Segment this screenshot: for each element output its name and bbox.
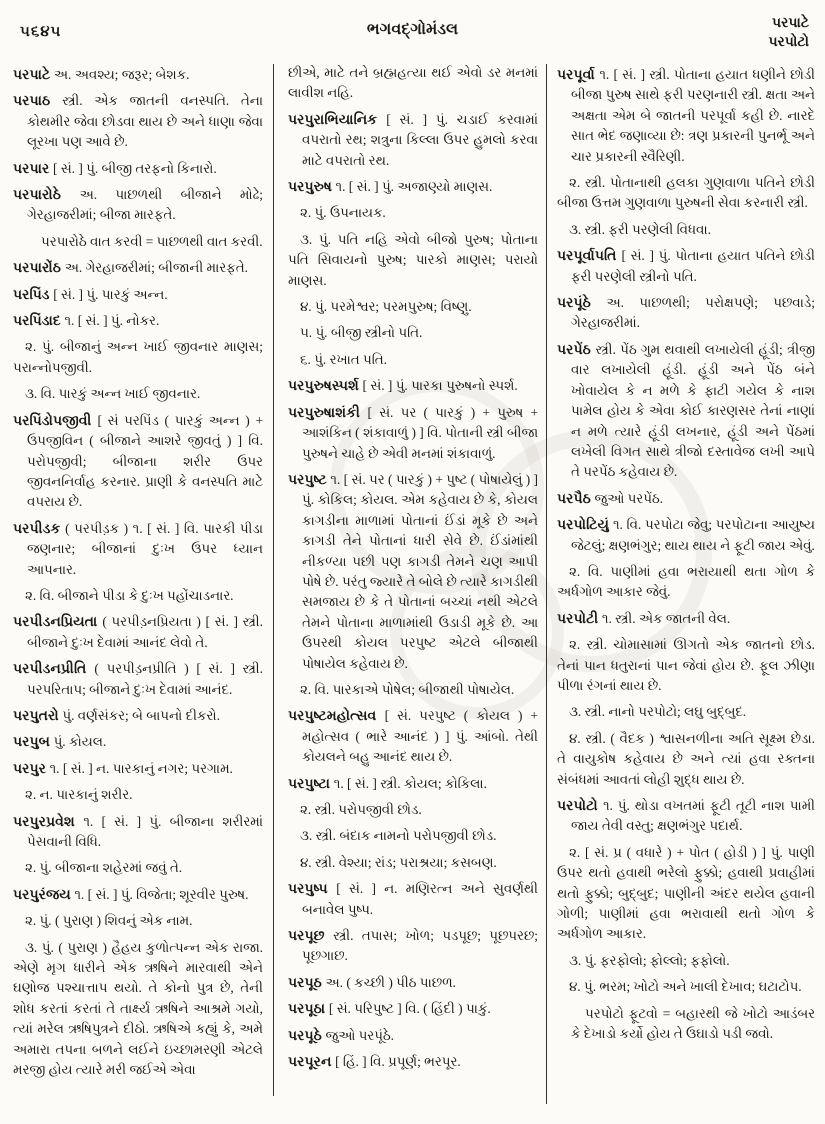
dictionary-entry: પરપૂછ સ્ત્રી. તપાસ; ખોળ; પડપૂછ; પૂછપરછ; પૂછગાછ.	[288, 928, 538, 964]
dictionary-entry: પરપુતરો પું. વર્ણસંકર; બે બાપનો દીકરો.	[13, 707, 220, 723]
headword: પરપિંડ	[13, 286, 54, 302]
dictionary-entry: પરપોટી ૧. સ્ત્રી. એક જાતની વેલ.	[557, 610, 731, 626]
guide-word-first: પરપાટે	[772, 16, 809, 31]
headword: પરપૂઠ	[288, 974, 326, 990]
idiom-line: પરપોટો ફૂટવો = બહારથી જે ખોટો આડંબર કે દેખાડો કર્યો હોય તે ઉઘાડો પડી જવો.	[571, 1005, 815, 1042]
dictionary-entry: પરપુર ૧. [ સં. ] ન. પારકાનું નગર; પરગામ.	[13, 760, 233, 776]
sense-paragraph: ૨. સ્ત્રી. પરોપજીવી છોડ.	[300, 802, 422, 817]
sense-paragraph: ૩. વિ. પારકું અન્ન ખાઈ જીવનાર.	[25, 386, 201, 402]
sense-paragraph: ૩. સ્ત્રી. ફરી પરણેલી વિધવા.	[569, 221, 711, 237]
headword: પરપારોંઠ	[13, 260, 65, 276]
headword: પરપુરાભિયાનિક	[288, 111, 387, 127]
dictionary-entry: પરપુરુષ ૧. [ સં. ] પું. અજાણ્યો માણસ.	[288, 179, 493, 195]
sense-paragraph: ૨. ન. પારકાનું શરીર.	[25, 787, 133, 803]
continuation-paragraph: છીએ, માટે તને બ્રહ્મહત્યા થઈ એવો ડર મનમાં લાવીશ નહિ.	[288, 65, 538, 101]
headword: પરપુષ્પ	[288, 881, 337, 897]
book-title: ભગવદ્ગોમંડલ	[366, 21, 459, 38]
dictionary-column	[557, 63, 815, 1124]
sense-paragraph: ૨. પું. ઉપનાયક.	[300, 205, 386, 221]
headword: પરપુરુષસ્પર્શ	[288, 378, 363, 394]
headword: પરપૈઠ	[557, 490, 595, 506]
dictionary-column	[13, 63, 263, 1124]
sense-paragraph: ૪. પું. ભરમ; ખોટો અને ખાલી દેખાવ; ઘટાટોપ.	[569, 979, 802, 995]
dictionary-entry: પરપિંડોપજીવી [ સં પરપિંડ ( પારકું અન્ન ) + ઉપજીવિન ( બીજાને આશરે જીવતું ) ] વિ. પરોપજીવી; બીજાના શરીર ઉપર જીવનનિર્વાહ કરનાર. પ્રાણી કે વનસ્પતિ માટે વપરાય છે.	[13, 412, 263, 510]
dictionary-entry: પરપાટે અ. અવશ્ય; જરૂર; બેશક.	[13, 67, 190, 82]
sense-paragraph: ૩. પું. ફરફોલો; ફોલ્લો; ફફોલો.	[569, 952, 730, 968]
headword: પરપુતરો	[13, 707, 63, 723]
headword: પરપુરપ્રવેશ	[13, 813, 84, 829]
sense-paragraph: ૬. પું. રખાત પતિ.	[300, 351, 387, 367]
headword: પરપુરુષ	[288, 179, 336, 195]
headword: પરપૂછ	[288, 928, 334, 944]
dictionary-entry: પરપૈઠ જુઓ પરપેંઠ.	[557, 490, 664, 506]
dictionary-entry: પરપુરુષાશંકી [ સં. પર ( પારકું ) + પુરુષ + આશંકિન ( શંકાવાળું ) ] વિ. પોતાની સ્ત્રી બીજા પુરુષને ચાહે છે એવી મનમાં શંકાવાળું.	[288, 404, 538, 461]
page-header	[0, 14, 825, 62]
dictionary-entry: પરપુષ્ટ ૧. [ સં. પર ( પારકું ) + પુષ્ટ ( પોષાયેલું ) ] પું. કોકિલ; કોયલ. એમ કહેવાય છે કે, કોયલ કાગડીના માળામાં પોતાનાં ઈંડાં મૂકે છે અને કાગડી તેને પોતાનાં ધારી સેવે છે. ઈંડાંમાંથી નીકળ્યા પછી પણ કાગડી તેમને ચણ આપી પોષે છે. પરંતુ જ્યારે તે બોલે છે ત્યારે કાગડીથી સમજાય છે કે તે પોતાનાં બચ્ચાં નથી એટલે તેમને પોતાના માળામાંથી ઉડાડી મૂકે છે. આ ઉપરથી કોયલ પરપુષ્ટ એટલે બીજાથી પોષાયેલ કહેવાય છે.	[288, 471, 538, 671]
dictionary-entry: પરપિંડ [ સં. ] પું. પારકું અન્ન.	[13, 286, 168, 302]
sense-paragraph: ૨. [ સં. પ્ર ( વધારે ) + પોત ( હોડી ) ] પું. પાણી ઉપર થતો હવાથી ભરેલો ફુક્કો; હવાથી પ્રવાહીમાં થતો ફુક્કો; બુદ્‌બુદ; પાણીની અંદર થયેલ હવાની ગોળી; પાણીમાં હવા ભરાવાથી થતો ગોળ કે અર્ધગોળ આકાર.	[557, 844, 815, 942]
sense-paragraph: ૪. પું. પરમેશ્વર; પરમપુરુષ; વિષ્ણુ.	[300, 299, 472, 315]
headword: પરપીડનપ્રીતિ	[13, 661, 95, 677]
guide-words	[768, 14, 809, 52]
headword: પરપુરંજય	[13, 886, 75, 902]
headword: પરપાટે	[13, 67, 54, 82]
dictionary-entry: પરપૂરન [ હિં. ] વિ. પ્રપૂર્ણ; ભરપૂર.	[288, 1054, 461, 1070]
headword: પરપીડનપ્રિયતા	[13, 614, 103, 630]
headword: પરપૂઠે	[288, 1027, 326, 1043]
dictionary-entry: પરપુરુષસ્પર્શ [ સં. ] પું. પારકા પુરુષનો સ્પર્શ.	[288, 378, 518, 394]
headword: પરપૂંઠે	[557, 295, 607, 311]
guide-word-last: પરપોટો	[768, 35, 809, 50]
headword: પરપુષ્ટ	[288, 471, 331, 487]
headword: પરપિંડાદ	[13, 313, 65, 329]
dictionary-entry: પરપુષ્પ [ સં. ] ન. મણિરત્ન અને સુવર્ણથી બનાવેલ પુષ્પ.	[288, 881, 538, 917]
idiom-line: પરપારોઠે વાત કરવી = પાછળથી વાત કરવી.	[41, 233, 263, 249]
sense-paragraph: ૫. પું. બીજી સ્ત્રીનો પતિ.	[300, 325, 423, 341]
dictionary-entry: પરપુરંજય ૧. [ સં. ] પું. વિજેતા; શૂરવીર પુરુષ.	[13, 886, 249, 902]
headword: પરપાઠ	[13, 93, 63, 109]
headword: પરપાર	[13, 160, 54, 176]
sense-paragraph: ૩. સ્ત્રી. બંદાક નામનો પરોપજીવી છોડ.	[300, 828, 497, 844]
dictionary-entry: પરપૂઠા [ સં. પરિપુષ્ટ ] વિ. ( હિંદી ) પાકું.	[288, 1001, 491, 1017]
dictionary-column	[288, 63, 538, 1124]
dictionary-entry: પરપોટો ૧. પું. થોડા વખતમાં ફૂટી તૂટી નાશ પામી જાય તેવી વસ્તુ; ક્ષણભંગુર પદાર્થ.	[557, 798, 815, 834]
headword: પરપુષ્ટા	[288, 775, 334, 791]
headword: પરપીડક	[13, 520, 66, 536]
dictionary-entry: પરપૂઠ અ. ( કચ્છી ) પીઠ પાછળ.	[288, 974, 456, 990]
dictionary-entry: પરપુરાભિયાનિક [ સં. ] પું. ચડાઈ કરવામાં વપરાતો રથ; શત્રુના કિલ્લા ઉપર હુમલો કરવા માટે વપરાતો રથ.	[288, 111, 538, 168]
dictionary-entry: પરપોટિયું ૧. વિ. પરપોટા જેવુ; પરપોટાના આયુષ્ય જેટલું; ક્ષણભંગુર; થાય થાય ને ફૂટી જાય એવું.	[557, 517, 815, 553]
dictionary-entry: પરપીડક ( પરપીડ઼ક ) ૧. [ સં. ] વિ. પારકી પીડા જણનાર; બીજાનાં દુઃખ ઉપર ધ્યાન આપનાર.	[13, 520, 263, 577]
headword: પરપૂર્વા	[557, 67, 600, 82]
dictionary-entry: પરપૂંઠે અ. પાછળથી; પરોક્ષપણે; પછવાડે; ગેરહાજરીમાં.	[557, 295, 815, 331]
dictionary-entry: પરપુબ પું. કોયલ.	[13, 734, 107, 750]
sense-paragraph: ૩. પું. પતિ નહિ એવો બીજો પુરુષ; પોતાના પતિ સિવાયનો પુરુષ; પારકો માણસ; પરાયો માણસ.	[288, 231, 538, 288]
sense-paragraph: ૨. સ્ત્રી. પોતાનાથી હલકા ગુણવાળા પતિને છોડી બીજા ઉત્તમ ગુણવાળા પુરુષની સેવા કરનારી સ્ત્રી.	[557, 175, 815, 211]
sense-paragraph: ૪. સ્ત્રી. વેશ્યા; રાંડ; પરાશ્રયા; કસબણ.	[300, 854, 497, 870]
headword: પરપારોઠે	[13, 187, 80, 203]
sense-paragraph: ૩. પું. ( પુરાણ ) હૈહય કુળોત્પન્ન એક રાજા. એણે મૃગ ધારીને એક ઋષિને મારવાથી એને ઘણોજ પશ્ચાત્તાપ થયો. તે કોનો પુત્ર છે, તેની શોધ કરતાં કરતાં તે તાર્ક્ષ્ય ઋષિને આશ્રમે ગયો, ત્યાં મરેલ ઋષિપુત્રને દીઠો. ઋષિએ કહ્યું કે, અમે અમારા તપના બળને લઈને ઇચ્છામરણી એટલે મરજી હોય ત્યારે મરી જઈએ એવા	[13, 939, 263, 1078]
sense-paragraph: ૨. વિ. બીજાને પીડા કે દુઃખ પહોંચાડનાર.	[25, 587, 234, 603]
headword: પરપૂર્વાપતિ	[557, 248, 622, 264]
dictionary-entry: પરપાઠ સ્ત્રી. એક જાતની વનસ્પતિ. તેના કોથમીર જેવા છોડવા થાય છે અને ધાણા જેવા લૂરખા પણ આવે છે.	[13, 93, 263, 150]
sense-paragraph: ૪. સ્ત્રી. ( વૈદક ) શ્વાસનળીના અતિ સૂક્ષ્મ છેડા. તે વાયુકોષ કહેવાય છે અને ત્યાં હવા રક્તના સંબંધમાં આવતાં લોહી શુદ્ધ થાય છે.	[557, 730, 815, 787]
headword: પરપૂરન	[288, 1054, 336, 1070]
dictionary-entry: પરપીડનપ્રિયતા ( પરપીડ઼નપ્રિયતા ) [ સં. ] સ્ત્રી. બીજાને દુઃખ દેવામાં આનંદ લેવો તે.	[13, 614, 263, 650]
headword: પરપિંડોપજીવી	[13, 412, 98, 428]
dictionary-entry: પરપારોંઠ અ. ગેરહાજરીમાં; બીજાની મારફતે.	[13, 260, 248, 276]
page-number: ૫૬૪૫	[20, 24, 62, 40]
dictionary-entry: પરપૂર્વા ૧. [ સં. ] સ્ત્રી. પોતાના હયાત ધણીને છોડી બીજા પુરુષ સાથે ફરી પરણનારી સ્ત્રી. ક્ષતા અને અક્ષતા એમ બે જાતની પરપૂર્વા કહી છે. નારદે સાત ભેદ જણાવ્યા છે: ત્રણ પ્રકારની પુનર્ભૂ અને ચાર પ્રકારની સ્વૈરિણી.	[557, 67, 815, 164]
headword: પરપોટો	[557, 798, 603, 813]
dictionary-entry: પરપુષ્ટા ૧. [ સં. ] સ્ત્રી. કોયલ; કોકિલા.	[288, 775, 487, 791]
dictionary-entry: પરપૂર્વાપતિ [ સં. ] પું. પોતાના હયાત પતિને છોડી ફરી પરણેલી સ્ત્રીનો પતિ.	[557, 248, 815, 284]
sense-paragraph: ૩. સ્ત્રી. નાનો પરપોટો; લઘુ બુદ્‌બુદ.	[569, 704, 747, 720]
headword: પરપેંઠ	[557, 341, 596, 357]
sense-paragraph: ૨. વિ. પાણીમાં હવા ભરાયાથી થતા ગોળ કે અર્ધગોળ આકાર જેવું.	[557, 563, 815, 600]
dictionary-entry: પરપુરપ્રવેશ ૧. [ સં. ] પું. બીજાના શરીરમાં પેસવાની વિધિ.	[13, 813, 263, 849]
headword: પરપૂઠા	[288, 1001, 329, 1017]
sense-paragraph: ૨. પું. બીજાના શહેરમાં જવું તે.	[25, 860, 183, 876]
headword: પરપોટી	[557, 610, 602, 626]
headword: પરપુરુષાશંકી	[288, 404, 368, 420]
dictionary-entry: પરપાર [ સં. ] પું. બીજી તરફનો કિનારો.	[13, 160, 217, 176]
dictionary-entry: પરપેંઠ સ્ત્રી. પેંઠ ગુમ થવાથી લખાયેલી હૂંડી; ત્રીજી વાર લખાયેલી હૂંડી. હૂંડી અને પેંઠ બંને ખોવાયેલ કે ન મળે કે ફાટી ગયેલ કે નાશ પામેલ હોય કે એવા કોઈ કારણસર તેનાં નાણાં ન મળે ત્યારે હૂંડી લખનાર, હૂંડી અને પેંઠમાં લખેલી વિગત સાથે ત્રીજો દસ્તાવેજ લખી આપે તે પરપેંઠ કહેવાય છે.	[557, 341, 815, 480]
headword: પરપુર	[13, 760, 50, 776]
headword: પરપુબ	[13, 734, 54, 750]
sense-paragraph: ૨. પું. ( પુરાણ ) શિવનું એક નામ.	[25, 913, 193, 929]
sense-paragraph: ૨. પું. બીજાનું અન્ન ખાઈ જીવનાર માણસ; પરાન્નોપજીવી.	[13, 339, 263, 375]
dictionary-entry: પરપીડનપ્રીતિ ( પરપીડ઼નપ્રીતિ ) [ સં. ] સ્ત્રી. પરપરિતાપ; બીજાને દુઃખ દેવામાં આનંદ.	[13, 661, 263, 697]
dictionary-body	[0, 63, 825, 1124]
sense-paragraph: ૨. સ્ત્રી. ચોમાસામાં ઊગતો એક જાતનો છોડ. તેનાં પાન ધતુરાનાં પાન જેવાં હોય છે. ફૂલ ઝીણા પીળા રંગનાં થાય છે.	[557, 637, 815, 693]
dictionary-entry: પરપારોઠે અ. પાછળથી બીજાને મોઢે; ગેરહાજરીમાં; બીજા મારફતે.	[13, 187, 263, 223]
dictionary-entry: પરપૂઠે જુઓ પરપૂંઠે.	[288, 1027, 395, 1043]
dictionary-entry: પરપિંડાદ ૧. [ સં. ] પું. નોકર.	[13, 313, 160, 329]
dictionary-entry: પરપુષ્ટમહોત્સવ [ સં. પરપુષ્ટ ( કોયલ ) + મહોત્સવ ( ભારે આનંદ ) ] પું. આંબો. તેથી કોયલને બહુ આનંદ થાય છે.	[288, 708, 538, 765]
headword: પરપુષ્ટમહોત્સવ	[288, 708, 385, 724]
sense-paragraph: ૨. વિ. પારકાએ પોષેલ; બીજાથી પોષાયેલ.	[300, 681, 515, 697]
headword: પરપોટિયું	[557, 517, 613, 533]
